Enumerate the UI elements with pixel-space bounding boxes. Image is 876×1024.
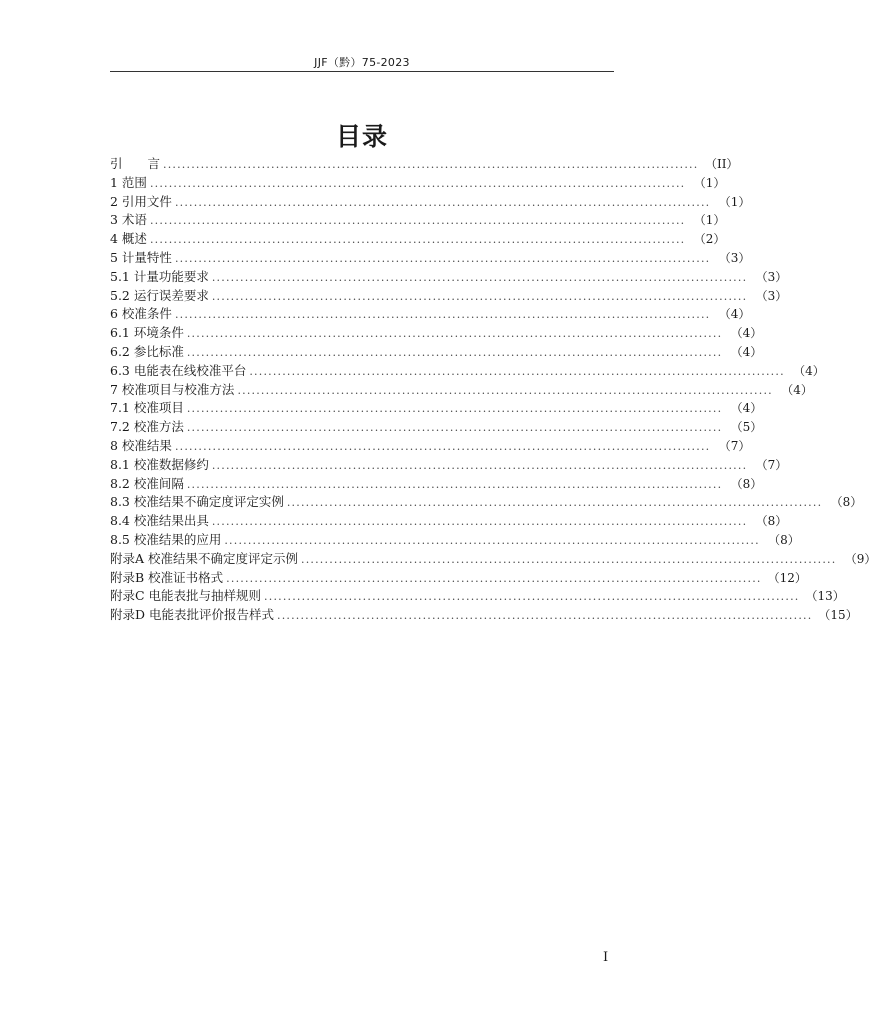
toc-entry-label: 附录B 校准证书格式 — [110, 569, 224, 585]
toc-entry-page: （5） — [730, 420, 763, 435]
header-divider — [110, 71, 614, 72]
toc-entry-page: （12） — [767, 570, 807, 585]
toc-entry-page: （8） — [755, 514, 788, 529]
toc-entry-page: （4） — [730, 326, 763, 341]
toc-entry-page: （3） — [755, 288, 788, 303]
toc-entry-page: （8） — [730, 476, 763, 491]
document-code-header: JJF（黔）75-2023 — [314, 56, 410, 69]
page-number: I — [603, 950, 609, 965]
toc-entry[interactable] — [110, 249, 751, 268]
toc-entry[interactable] — [110, 456, 788, 475]
toc-entry[interactable] — [110, 569, 807, 588]
toc-entry-label: 3 术语 — [110, 212, 147, 228]
page-title: 目录 — [335, 122, 388, 151]
toc-entry-label: 8.3 校准结果不确定度评定实例 — [110, 494, 284, 510]
toc-entry-page: （2） — [693, 232, 726, 247]
toc-entry-label: 6.1 环境条件 — [110, 325, 184, 341]
toc-leader-dots: .................................................................................................................. — [149, 233, 686, 247]
toc-entry-label: 5.1 计量功能要求 — [110, 268, 209, 284]
toc-entry-page: （II） — [704, 157, 739, 171]
toc-leader-dots: .................................................................................................................. — [211, 289, 748, 303]
toc-leader-dots: .................................................................................................................. — [186, 477, 723, 491]
toc-entry-label: 8.5 校准结果的应用 — [110, 531, 222, 547]
toc-leader-dots: .................................................................................................................. — [277, 609, 813, 623]
toc-entry-page: （13） — [805, 589, 845, 604]
toc-entry[interactable] — [110, 211, 726, 230]
toc-entry[interactable] — [110, 362, 825, 381]
toc-entry-label: 5 计量特性 — [110, 249, 172, 265]
toc-entry[interactable] — [110, 381, 813, 400]
toc-entry-page: （1） — [718, 194, 751, 209]
toc-leader-dots: .................................................................................................................. — [237, 383, 773, 397]
toc-leader-dots: .................................................................................................................. — [186, 345, 723, 359]
toc-entry-label: 7.1 校准项目 — [110, 400, 184, 416]
toc-entry-label: 8.1 校准数据修约 — [110, 456, 209, 472]
toc-leader-dots: .................................................................................................................. — [174, 251, 711, 265]
toc-entry[interactable] — [110, 550, 876, 569]
toc-entry-label: 附录A 校准结果不确定度评定示例 — [110, 550, 299, 566]
toc-entry-page: （4） — [730, 401, 763, 416]
toc-entry-label: 6 校准条件 — [110, 306, 172, 322]
toc-entry-label: 附录D 电能表批评价报告样式 — [110, 607, 274, 623]
table-of-contents — [110, 155, 876, 625]
toc-entry-page: （9） — [844, 551, 876, 566]
toc-entry[interactable] — [110, 606, 858, 625]
toc-leader-dots: .................................................................................................................. — [301, 552, 837, 566]
toc-leader-dots: .................................................................................................................. — [174, 439, 711, 453]
toc-leader-dots: .................................................................................................................. — [211, 270, 748, 284]
toc-entry-label: 1 范围 — [110, 174, 147, 190]
toc-leader-dots: .................................................................................................................. — [149, 176, 686, 190]
toc-entry-page: （4） — [793, 363, 825, 378]
toc-entry[interactable] — [110, 230, 726, 249]
toc-entry-page: （8） — [830, 495, 863, 510]
toc-leader-dots: .................................................................................................................. — [174, 195, 711, 209]
toc-entry-label: 6.2 参比标准 — [110, 343, 184, 359]
toc-entry-label: 附录C 电能表批与抽样规则 — [110, 588, 262, 604]
toc-entry[interactable] — [110, 174, 726, 193]
toc-entry-label: 5.2 运行误差要求 — [110, 287, 209, 303]
toc-leader-dots: .................................................................................................................. — [163, 158, 699, 171]
toc-entry-page: （1） — [693, 175, 726, 190]
toc-entry-label: 引 言 — [110, 156, 161, 171]
toc-entry[interactable] — [110, 268, 788, 287]
toc-entry[interactable] — [110, 324, 763, 343]
toc-entry[interactable] — [110, 343, 763, 362]
toc-entry-page: （3） — [718, 250, 751, 265]
toc-entry-label: 2 引用文件 — [110, 193, 172, 209]
toc-entry-label: 8.2 校准间隔 — [110, 475, 184, 491]
toc-entry[interactable] — [110, 587, 845, 606]
toc-leader-dots: .................................................................................................................. — [149, 214, 686, 228]
toc-entry[interactable] — [110, 475, 763, 494]
toc-entry-page: （4） — [781, 382, 813, 397]
toc-entry[interactable] — [110, 418, 763, 437]
toc-leader-dots: .................................................................................................................. — [264, 590, 800, 604]
toc-entry[interactable] — [110, 155, 739, 174]
toc-leader-dots: .................................................................................................................. — [211, 458, 748, 472]
toc-entry-label: 7 校准项目与校准方法 — [110, 381, 235, 397]
toc-entry-page: （3） — [755, 269, 788, 284]
toc-entry-page: （1） — [693, 213, 726, 228]
toc-entry-label: 4 概述 — [110, 231, 147, 247]
toc-entry-label: 8 校准结果 — [110, 437, 172, 453]
toc-entry[interactable] — [110, 193, 751, 212]
toc-leader-dots: .................................................................................................................. — [186, 421, 723, 435]
toc-entry-page: （4） — [730, 344, 763, 359]
toc-entry-page: （15） — [818, 608, 858, 623]
toc-leader-dots: .................................................................................................................. — [174, 308, 711, 322]
toc-entry[interactable] — [110, 531, 800, 550]
toc-leader-dots: .................................................................................................................. — [224, 533, 760, 547]
toc-entry-page: （7） — [755, 457, 788, 472]
toc-leader-dots: .................................................................................................................. — [286, 496, 823, 510]
toc-entry[interactable] — [110, 305, 751, 324]
toc-entry[interactable] — [110, 287, 788, 306]
toc-leader-dots: .................................................................................................................. — [186, 327, 723, 341]
toc-entry-label: 8.4 校准结果出具 — [110, 513, 209, 529]
toc-entry[interactable] — [110, 512, 788, 531]
toc-leader-dots: .................................................................................................................. — [226, 571, 762, 585]
toc-leader-dots: .................................................................................................................. — [186, 402, 723, 416]
toc-entry[interactable] — [110, 493, 863, 512]
toc-entry[interactable] — [110, 399, 763, 418]
toc-leader-dots: .................................................................................................................. — [249, 364, 785, 378]
toc-entry-page: （7） — [718, 438, 751, 453]
toc-leader-dots: .................................................................................................................. — [211, 515, 748, 529]
toc-entry[interactable] — [110, 437, 751, 456]
toc-entry-label: 6.3 电能表在线校准平台 — [110, 362, 247, 378]
toc-entry-page: （8） — [768, 532, 800, 547]
toc-entry-page: （4） — [718, 307, 751, 322]
toc-entry-label: 7.2 校准方法 — [110, 419, 184, 435]
